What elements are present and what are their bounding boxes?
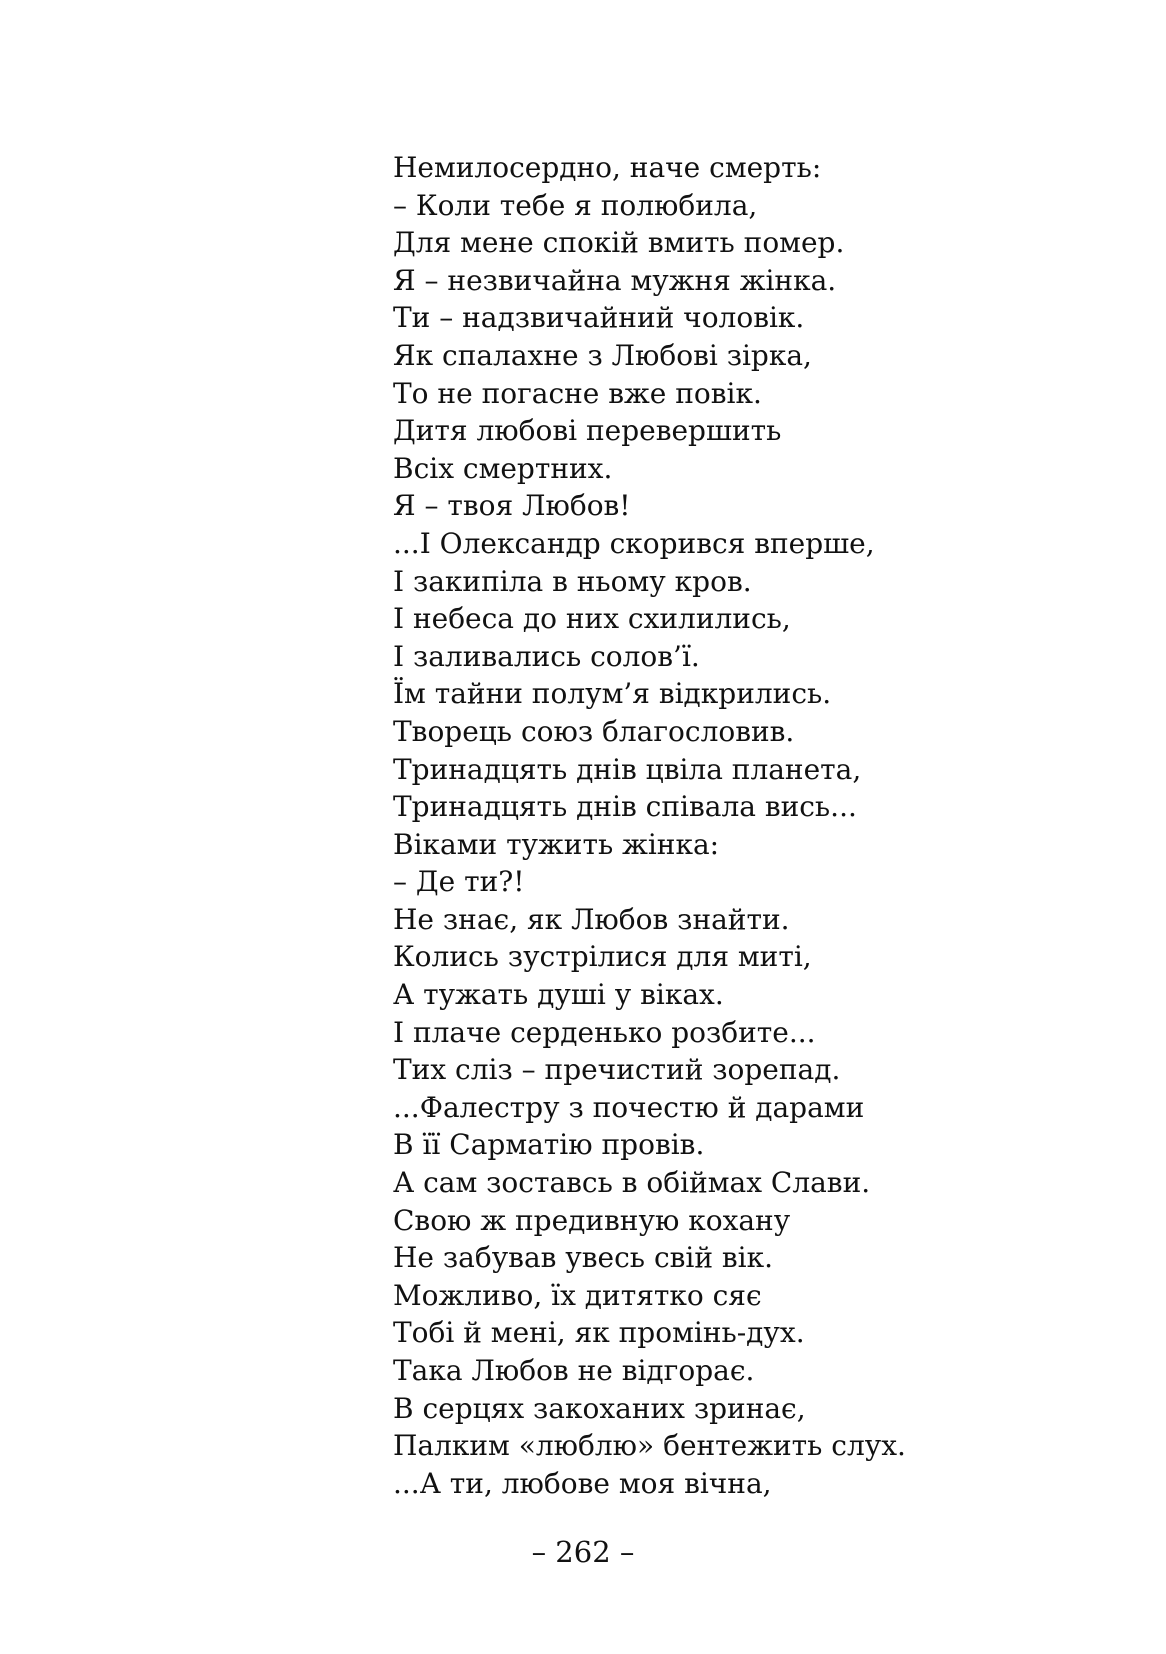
poem-line: Дитя любові перевершить bbox=[393, 414, 782, 448]
poem-line: І заливались солов’ї. bbox=[393, 639, 700, 673]
poem-line: ...А ти, любове моя вічна, bbox=[393, 1466, 772, 1500]
poem-line: Палким «люблю» бентежить слух. bbox=[393, 1429, 906, 1463]
poem-line: Колись зустрілися для миті, bbox=[393, 940, 812, 974]
poem-line: Тих сліз – пречистий зорепад. bbox=[393, 1053, 841, 1087]
page-number: – 262 – bbox=[531, 1535, 635, 1569]
poem-line: Їм тайни полум’я відкрились. bbox=[393, 677, 832, 711]
poem-line: – Де ти?! bbox=[393, 865, 525, 899]
poem-line: Така Любов не відгорає. bbox=[393, 1354, 755, 1387]
poem-line: Творець союз благословив. bbox=[393, 714, 795, 748]
poem-line: Як спалахне з Любові зірка, bbox=[393, 338, 812, 372]
poem-line: Ти – надзвичайний чоловік. bbox=[393, 301, 805, 335]
poem-line: І закипіла в ньому кров. bbox=[393, 564, 752, 598]
poem-line: Я – незвичайна мужня жінка. bbox=[393, 263, 837, 297]
poem-line: А тужать душі у віках. bbox=[393, 978, 724, 1012]
poem-line: – Коли тебе я полюбила, bbox=[393, 188, 758, 222]
poem-line: ...І Олександр скорився вперше, bbox=[393, 526, 875, 560]
poem-line: Не знає, як Любов знайти. bbox=[393, 902, 790, 936]
poem-line: Тобі й мені, як промінь-дух. bbox=[393, 1316, 805, 1350]
poem-line: Всіх смертних. bbox=[393, 451, 613, 485]
poem-line: А сам зоставсь в обіймах Слави. bbox=[393, 1166, 871, 1200]
poem-line: Можливо, їх дитятко сяє bbox=[393, 1278, 762, 1312]
poem-line: Я – твоя Любов! bbox=[393, 489, 631, 523]
poem-line: Немилосердно, наче смерть: bbox=[393, 151, 822, 184]
poem-line: В серцях закоханих зринає, bbox=[393, 1391, 806, 1425]
poem-line: Тринадцять днів цвіла планета, bbox=[393, 752, 862, 786]
poem-line: Свою ж предивную кохану bbox=[393, 1203, 791, 1237]
poem-line: Тринадцять днів співала вись... bbox=[393, 790, 857, 824]
poem-line: То не погасне вже повік. bbox=[393, 376, 762, 410]
poem-line: І плаче серденько розбите... bbox=[393, 1015, 816, 1049]
poem-line: Для мене спокій вмить помер. bbox=[393, 226, 845, 260]
poem-line: І небеса до них схилились, bbox=[393, 602, 791, 636]
poem-text bbox=[393, 149, 906, 1502]
poem-line: Віками тужить жінка: bbox=[393, 827, 720, 861]
poem-line: Не забував увесь свій вік. bbox=[393, 1241, 774, 1275]
poem-line: ...Фалестру з почестю й дарами bbox=[393, 1090, 865, 1124]
poem-line: В її Сарматію провів. bbox=[393, 1128, 705, 1162]
